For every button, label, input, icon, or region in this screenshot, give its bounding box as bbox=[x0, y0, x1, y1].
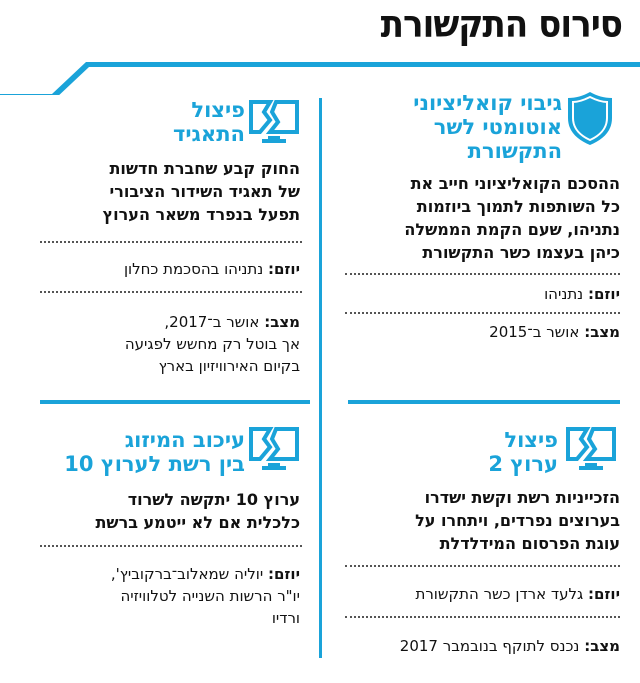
header-rule bbox=[0, 55, 640, 95]
card-title-corporation: פיצול התאגיד bbox=[173, 98, 245, 146]
card-body-merger: ערוץ 10 יתקשה לשרוד כלכלית אם לא ייטמע ברשת bbox=[95, 490, 300, 532]
dotted-separator bbox=[40, 241, 302, 243]
dotted-separator bbox=[345, 616, 620, 618]
broken-screen-icon bbox=[248, 425, 300, 471]
broken-screen-icon bbox=[565, 425, 617, 471]
initiator-coalition: יוזם: נתניהו bbox=[544, 285, 620, 303]
dotted-separator bbox=[345, 273, 620, 275]
initiator-corporation: יוזם: נתניהו בהסכמת כחלון bbox=[123, 260, 300, 278]
card-body-coalition: ההסכם הקואליציוני חייב את כל השותפות לתמוך ביוזמות נתניהו, שעם הקמת הממשלה כיהן בעצמו כשר התקשורת bbox=[404, 174, 620, 262]
status-corporation: מצב: אושר ב־2017, אך בוטל רק מחשש לפגיעה בקיום האירוויזיון בארץ bbox=[124, 313, 300, 375]
dotted-separator bbox=[40, 545, 302, 547]
dotted-separator bbox=[345, 565, 620, 567]
row-divider-right bbox=[348, 400, 620, 404]
broken-screen-icon bbox=[248, 98, 300, 144]
card-title-merger: עיכוב המיזוג בין רשת לערוץ 10 bbox=[64, 428, 245, 476]
shield-icon bbox=[566, 90, 614, 146]
row-divider-left bbox=[40, 400, 310, 404]
page-title: סירוס התקשורת bbox=[380, 2, 622, 46]
dotted-separator bbox=[345, 312, 620, 314]
card-body-channel2: הזכייניות רשת וקשת ישדרו בערוצים נפרדים, ויתחרו על עוגת הפרסום המידלדלת bbox=[415, 488, 620, 553]
dotted-separator bbox=[40, 291, 302, 293]
initiator-merger: יוזם: יוליה שמאלוב־ברקוביץ', יו"ר הרשות השנייה לטלוויזיה ורדיו bbox=[110, 565, 300, 627]
status-coalition: מצב: אושר ב־2015 bbox=[489, 323, 620, 341]
card-title-channel2: פיצול ערוץ 2 bbox=[488, 428, 558, 476]
card-body-corporation: החוק קבע שחברת חדשות של תאגיד השידור הציבורי תפעל בנפרד משאר הערוץ bbox=[102, 159, 300, 224]
status-channel2: מצב: נכנס לתוקף בנובמבר 2017 bbox=[399, 637, 620, 655]
column-divider bbox=[319, 98, 322, 658]
card-title-coalition: גיבוי קואליציוני אוטומטי לשר התקשורת bbox=[413, 91, 562, 163]
initiator-channel2: יוזם: גלעד ארדן כשר התקשורת bbox=[415, 585, 620, 603]
